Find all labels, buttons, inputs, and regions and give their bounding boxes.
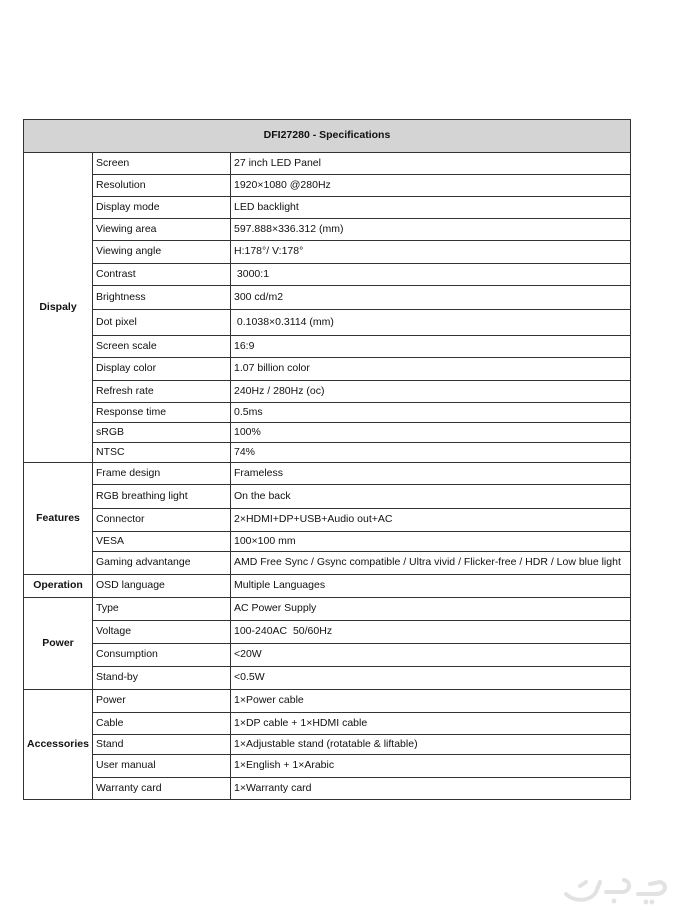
spec-row [24,735,631,755]
spec-label: Cable [93,713,231,735]
spec-value: <20W [231,644,631,667]
spec-label: Response time [93,403,231,423]
spec-label: RGB breathing light [93,485,231,509]
spec-row [24,358,631,381]
spec-label: Viewing angle [93,241,231,264]
spec-label: Type [93,598,231,621]
spec-label: Refresh rate [93,381,231,403]
spec-value: 240Hz / 280Hz (oc) [231,381,631,403]
spec-value: 1×Warranty card [231,778,631,800]
spec-label: Dot pixel [93,310,231,336]
spec-label: Frame design [93,463,231,485]
spec-row [24,175,631,197]
category-cell: Accessories [24,690,93,800]
spec-label: Connector [93,509,231,532]
spec-row [24,241,631,264]
spec-value: 597.888×336.312 (mm) [231,219,631,241]
spec-value: 0.1038×0.3114 (mm) [231,310,631,336]
spec-row [24,532,631,552]
spec-value: 1×Adjustable stand (rotatable & liftable) [231,735,631,755]
spec-row [24,264,631,286]
spec-row [24,381,631,403]
spec-label: Screen scale [93,336,231,358]
spec-value: AC Power Supply [231,598,631,621]
spec-label: Resolution [93,175,231,197]
spec-value: 300 cd/m2 [231,286,631,310]
spec-label: Contrast [93,264,231,286]
spec-value: 1×DP cable + 1×HDMI cable [231,713,631,735]
spec-row [24,423,631,443]
category-cell: Dispaly [24,153,93,463]
spec-value: 100×100 mm [231,532,631,552]
spec-label: Display mode [93,197,231,219]
category-cell: Operation [24,575,93,598]
spec-value: LED backlight [231,197,631,219]
spec-row [24,463,631,485]
spec-row [24,621,631,644]
spec-row [24,552,631,575]
spec-value: Frameless [231,463,631,485]
spec-label: Voltage [93,621,231,644]
spec-value: <0.5W [231,667,631,690]
spec-row [24,575,631,598]
spec-value: H:178°/ V:178° [231,241,631,264]
spec-value: 1×English + 1×Arabic [231,755,631,778]
spec-label: Gaming advantange [93,552,231,575]
spec-label: Stand-by [93,667,231,690]
category-cell: Power [24,598,93,690]
haraj-logo-watermark [560,872,678,908]
spec-row [24,443,631,463]
spec-value: 16:9 [231,336,631,358]
spec-row [24,153,631,175]
spec-value: 2×HDMI+DP+USB+Audio out+AC [231,509,631,532]
spec-value: 0.5ms [231,403,631,423]
table-title: DFI27280 - Specifications [24,120,631,153]
spec-row [24,197,631,219]
spec-value: Multiple Languages [231,575,631,598]
spec-value: 1920×1080 @280Hz [231,175,631,197]
spec-row [24,310,631,336]
spec-row [24,403,631,423]
spec-row [24,644,631,667]
spec-row [24,667,631,690]
spec-row [24,219,631,241]
spec-value: 74% [231,443,631,463]
spec-value: 3000:1 [231,264,631,286]
spec-row [24,755,631,778]
spec-label: Consumption [93,644,231,667]
spec-value: 1.07 billion color [231,358,631,381]
spec-row [24,690,631,713]
spec-row [24,286,631,310]
spec-label: Power [93,690,231,713]
spec-label: Brightness [93,286,231,310]
spec-value: 100% [231,423,631,443]
spec-label: Viewing area [93,219,231,241]
spec-label: Screen [93,153,231,175]
spec-row [24,336,631,358]
specifications-table [23,119,631,800]
spec-label: VESA [93,532,231,552]
spec-value: 1×Power cable [231,690,631,713]
spec-row [24,485,631,509]
spec-label: sRGB [93,423,231,443]
category-cell: Features [24,463,93,575]
spec-value: AMD Free Sync / Gsync compatible / Ultra vivid / Flicker-free / HDR / Low blue light [231,552,631,575]
spec-row [24,713,631,735]
spec-value: On the back [231,485,631,509]
spec-label: NTSC [93,443,231,463]
spec-label: Stand [93,735,231,755]
spec-row [24,778,631,800]
spec-row [24,509,631,532]
spec-label: Display color [93,358,231,381]
spec-value: 100-240AC 50/60Hz [231,621,631,644]
spec-value: 27 inch LED Panel [231,153,631,175]
spec-label: User manual [93,755,231,778]
spec-row [24,598,631,621]
spec-body [24,153,631,800]
spec-label: OSD language [93,575,231,598]
spec-label: Warranty card [93,778,231,800]
